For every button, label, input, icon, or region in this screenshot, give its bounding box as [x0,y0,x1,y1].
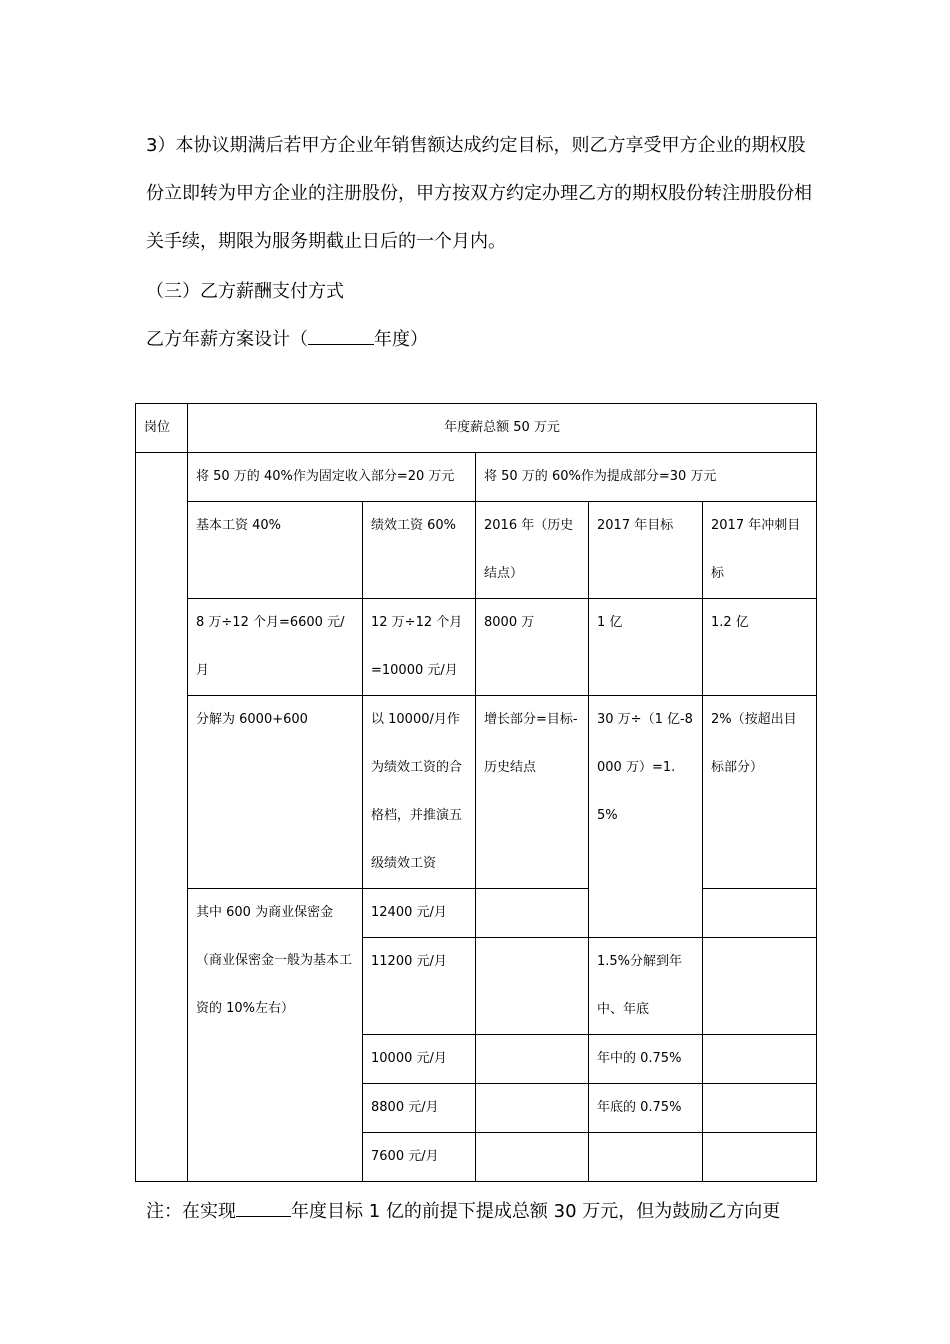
empty-cell [476,1035,589,1084]
perf-level-2: 11200 元/月 [363,938,476,1035]
empty-cell [476,1084,589,1133]
col-2016-history: 2016 年（历史结点） [476,502,589,599]
empty-cell [703,1133,817,1182]
perf-level-3: 10000 元/月 [363,1035,476,1084]
paragraph-agreement-term: 3）本协议期满后若甲方企业年销售额达成约定目标，则乙方享受甲方企业的期权股份立即转为甲方企业的注册股份，甲方按双方约定办理乙方的期权股份转注册股份相关手续，期限为服务期截止日后的一个月内。 [146,135,812,252]
table-title [146,316,816,364]
year-end-rate: 年底的 0.75% [589,1084,703,1133]
header-total-salary: 年度薪总额 50 万元 [188,404,817,453]
col-basic-salary: 基本工资 40% [188,502,363,599]
salary-table [135,403,817,1182]
target-2017-value: 1 亿 [589,599,703,696]
col-2017-target: 2017 年目标 [589,502,703,599]
empty-cell [476,1133,589,1182]
confidentiality-note: 其中 600 为商业保密金（商业保密金一般为基本工资的 10%左右） [188,889,363,1182]
performance-description: 以 10000/月作为绩效工资的合格档，并推演五级绩效工资 [363,696,476,889]
post-cell-empty [136,453,188,1182]
perf-level-1: 12400 元/月 [363,889,476,938]
footnote-prefix: 注：在实现 [146,1201,236,1222]
empty-cell [703,889,817,938]
empty-cell [589,1133,703,1182]
note-year-blank [236,1192,291,1217]
header-post: 岗位 [136,404,188,453]
empty-cell [476,889,589,938]
year-blank [308,320,374,345]
mid-year-rate: 年中的 0.75% [589,1035,703,1084]
commission-rate-calc: 30 万÷（1 亿-8000 万）=1.5% [589,696,703,938]
empty-cell [703,938,817,1035]
basic-salary-calc: 8 万÷12 个月=6600 元/月 [188,599,363,696]
history-2016-value: 8000 万 [476,599,589,696]
sprint-rate: 2%（按超出目标部分） [703,696,817,889]
empty-cell [703,1084,817,1133]
commission-part: 将 50 万的 60%作为提成部分=30 万元 [476,453,817,502]
footnote [146,1188,826,1236]
performance-salary-calc: 12 万÷12 个月=10000 元/月 [363,599,476,696]
growth-description: 增长部分=目标-历史结点 [476,696,589,889]
rate-split-description: 1.5%分解到年中、年底 [589,938,703,1035]
empty-cell [476,938,589,1035]
perf-level-5: 7600 元/月 [363,1133,476,1182]
perf-level-4: 8800 元/月 [363,1084,476,1133]
footnote-suffix: 年度目标 1 亿的前提下提成总额 30 万元，但为鼓励乙方向更 [291,1201,781,1222]
basic-salary-split: 分解为 6000+600 [188,696,363,889]
section-heading: （三）乙方薪酬支付方式 [146,281,344,302]
table-title-prefix: 乙方年薪方案设计（ [146,329,308,350]
fixed-income-part: 将 50 万的 40%作为固定收入部分=20 万元 [188,453,476,502]
sprint-2017-value: 1.2 亿 [703,599,817,696]
col-performance-salary: 绩效工资 60% [363,502,476,599]
empty-cell [703,1035,817,1084]
table-title-suffix: 年度） [374,329,428,350]
col-2017-sprint: 2017 年冲刺目标 [703,502,817,599]
